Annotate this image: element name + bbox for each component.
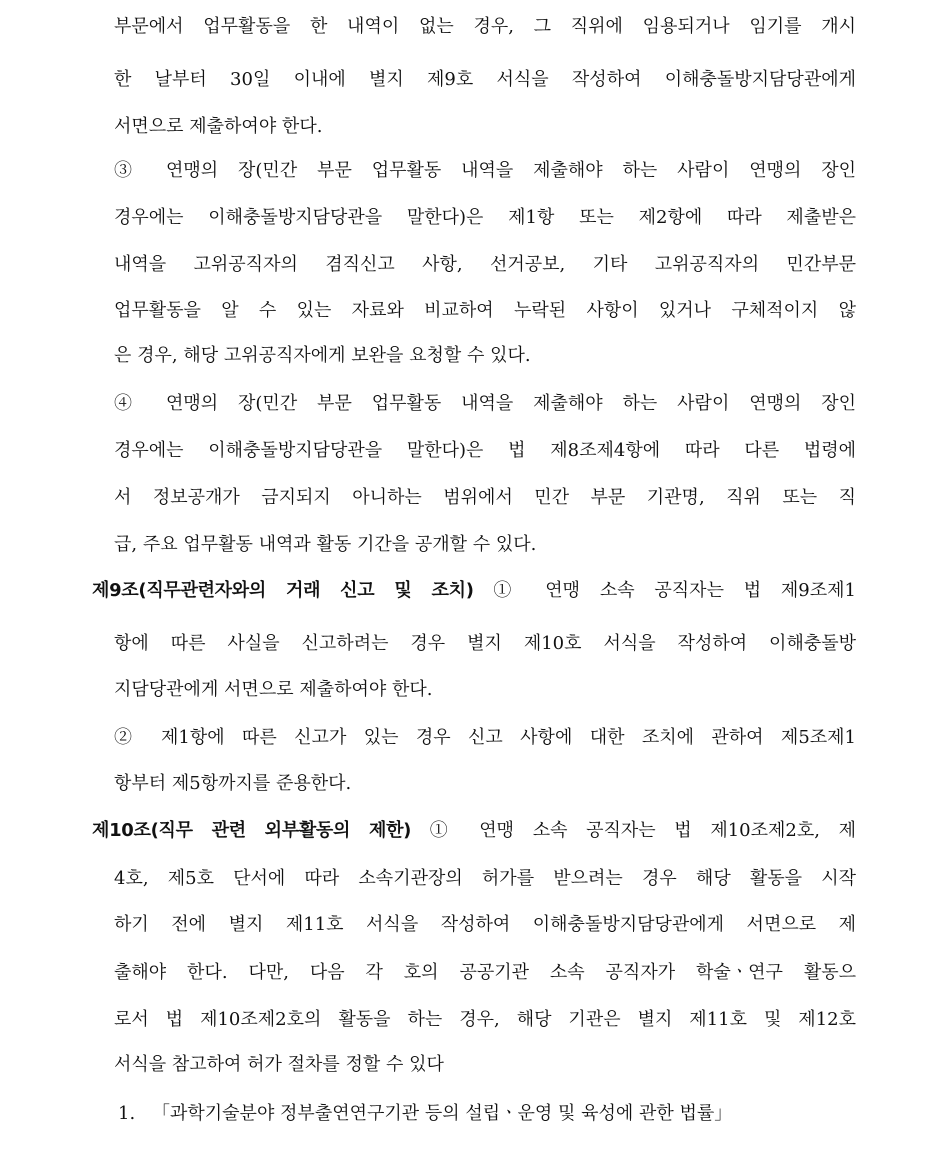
text-line: 경우에는 이해충돌방지담당관을 말한다)은 법 제8조제4항에 따라 다른 법령에	[114, 440, 856, 461]
text-line: ④ 연맹의 장(민간 부문 업무활동 내역을 제출해야 하는 사람이 연맹의 장인	[114, 393, 856, 414]
text-line: 경우에는 이해충돌방지담당관을 말한다)은 제1항 또는 제2항에 따라 제출받은	[114, 207, 856, 228]
text-line: 서식을 참고하여 허가 절차를 정할 수 있다	[114, 1054, 444, 1075]
text-line: 한 날부터 30일 이내에 별지 제9호 서식을 작성하여 이해충돌방지담당관에게	[114, 69, 856, 90]
text-line: ③ 연맹의 장(민간 부문 업무활동 내역을 제출해야 하는 사람이 연맹의 장인	[114, 160, 856, 181]
text-line: 출해야 한다. 다만, 다음 각 호의 공공기관 소속 공직자가 학술ㆍ연구 활동으	[114, 962, 856, 983]
text-line: 부문에서 업무활동을 한 내역이 없는 경우, 그 직위에 임용되거나 임기를 개시	[114, 16, 856, 37]
text-line: 항부터 제5항까지를 준용한다.	[114, 773, 352, 794]
article-10-first-line	[92, 818, 856, 844]
text-line: ② 제1항에 따른 신고가 있는 경우 신고 사항에 대한 조치에 관하여 제5조제1	[114, 727, 856, 748]
text-line: 로서 법 제10조제2호의 활동을 하는 경우, 해당 기관은 별지 제11호 및 제12호	[114, 1009, 856, 1030]
text-line: 내역을 고위공직자의 겸직신고 사항, 선거공보, 기타 고위공직자의 민간부문	[114, 254, 856, 275]
text-line: 급, 주요 업무활동 내역과 활동 기간을 공개할 수 있다.	[114, 534, 537, 555]
list-item-number: 1.	[118, 1103, 136, 1124]
text-line: 서면으로 제출하여야 한다.	[114, 116, 323, 137]
list-item-text: 「과학기술분야 정부출연연구기관 등의 설립ㆍ운영 및 육성에 관한 법률」	[152, 1103, 733, 1124]
text-line: 은 경우, 해당 고위공직자에게 보완을 요청할 수 있다.	[114, 345, 531, 366]
article-9-first-line-text: ① 연맹 소속 공직자는 법 제9조제1	[493, 580, 856, 601]
list-item	[118, 1101, 858, 1127]
text-line: 하기 전에 별지 제11호 서식을 작성하여 이해충돌방지담당관에게 서면으로 제	[114, 914, 856, 935]
article-9-first-line	[92, 578, 856, 604]
article-9-heading: 제9조(직무관련자와의 거래 신고 및 조치)	[92, 580, 474, 601]
article-10-first-line-text: ① 연맹 소속 공직자는 법 제10조제2호, 제	[429, 820, 856, 841]
text-line: 항에 따른 사실을 신고하려는 경우 별지 제10호 서식을 작성하여 이해충돌방	[114, 633, 856, 654]
text-line: 4호, 제5호 단서에 따라 소속기관장의 허가를 받으려는 경우 해당 활동을 시작	[114, 868, 856, 889]
text-line: 지담당관에게 서면으로 제출하여야 한다.	[114, 679, 433, 700]
text-line: 서 정보공개가 금지되지 아니하는 범위에서 민간 부문 기관명, 직위 또는 직	[114, 487, 856, 508]
text-line: 업무활동을 알 수 있는 자료와 비교하여 누락된 사항이 있거나 구체적이지 않	[114, 300, 856, 321]
article-10-heading: 제10조(직무 관련 외부활동의 제한)	[92, 820, 412, 841]
